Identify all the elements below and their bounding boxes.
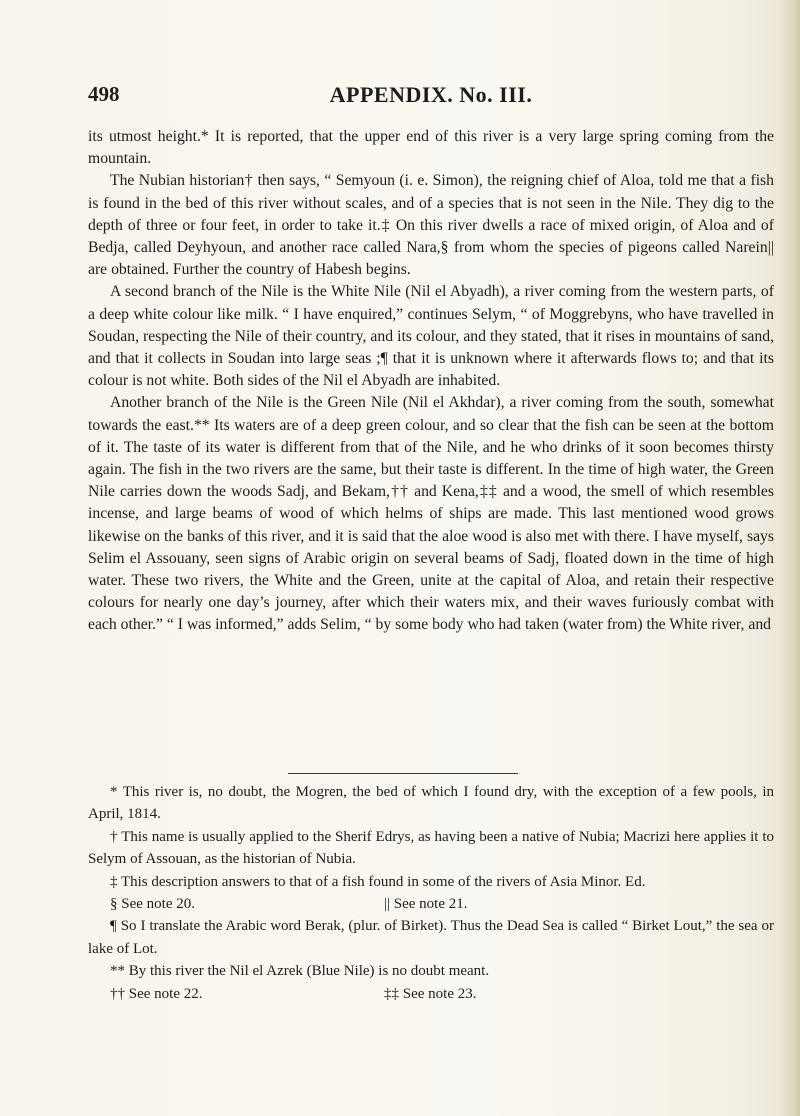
page-number: 498 [88,82,120,106]
footnote-pair-section-parallel [88,893,774,915]
footnote-double-dagger-pair: †† See note 22. [110,985,203,1002]
paragraph-continuation: its utmost height.* It is reported, that the upper end of this river is a very large spring coming from the mountain. [88,128,774,168]
footnote-pair-daggers [88,983,774,1005]
paragraph-green-nile: Another branch of the Nile is the Green Nile (Nil el Akhdar), a river coming from the south, somewhat towards the east.** Its waters are of a deep green colour, and so clear that the fish can be seen at the bottom of it. The taste of its water is different from that of the Nile, and he who drinks of it soon becomes thirsty again. The fish in the two rivers are the same, but their taste is different. In the time of high water, the Green Nile carries down the woods Sadj, and Bekam,†† and Kena,‡‡ and a wood, the smell of which resembles incense, and large beams of wood of which helms of ships are made. This last mentioned wood grows likewise on the banks of this river, and it is said that the aloe wood is also met with there. I have myself, says Selim el Assouany, seen signs of Arabic origin on several beams of Sadj, floated down in the time of high water. These two rivers, the White and the Green, unite at the capital of Aloa, and retain their respective colours for nearly one day’s journey, after which their waters mix, and their waves furiously combat with each other.” “ I was informed,” adds Selim, “ by some body who had taken (water from) the White river, and [88,394,774,634]
page-edge-shading [778,0,800,1116]
footnote-dagger: † This name is usually applied to the Sherif Edrys, as having been a native of Nubia; Macrizi here applies it to Selym of Assouan, as the historian of Nubia. [88,828,774,868]
running-head-title: APPENDIX. No. III. [329,82,533,107]
footnote-divider [288,773,518,774]
running-head [88,82,774,114]
footnote-double-dagger: ‡ This description answers to that of a fish found in some of the rivers of Asia Minor. Ed. [110,873,646,890]
paragraph-nubian-historian: The Nubian historian† then says, “ Semyoun (i. e. Simon), the reigning chief of Aloa, told me that a fish is found in the bed of this river without scales, and of a species that is not seen in the Nile. They dig to the depth of three or four feet, in order to take it.‡ On this river dwells a race of mixed origin, of Aloa and of Bedja, called Deyhyoun, and another race called Nara,§ from whom the species of pigeons called Narein|| are obtained. Further the country of Habesh begins. [88,172,774,279]
footnote-asterisk: * This river is, no doubt, the Mogren, the bed of which I found dry, with the exception of a few pools, in April, 1814. [88,784,774,823]
footnote-pilcrow: ¶ So I translate the Arabic word Berak, (plur. of Birket). Thus the Dead Sea is called “ Birket Lout,” the sea or lake of Lot. [88,918,774,957]
main-text [88,126,774,637]
footnotes [88,781,774,1005]
paragraph-white-nile: A second branch of the Nile is the White Nile (Nil el Abyadh), a river coming from the western parts, of a deep white colour like milk. “ I have enquired,” continues Selym, “ of Moggrebyns, who have travelled in Soudan, respecting the Nile of their country, and its colour, and they stated, that it rises in mountains of sand, and that it collects in Soudan into large seas ;¶ that it is unknown where it afterwards flows to; and that its colour is not white. Both sides of the Nil el Abyadh are inhabited. [88,283,774,390]
footnote-double-asterisk: ** By this river the Nil el Azrek (Blue Nile) is no doubt meant. [110,963,490,980]
footnote-double-double-dagger: ‡‡ See note 23. [384,985,477,1002]
footnote-parallel: || See note 21. [384,896,468,913]
footnote-section: § See note 20. [110,896,195,913]
